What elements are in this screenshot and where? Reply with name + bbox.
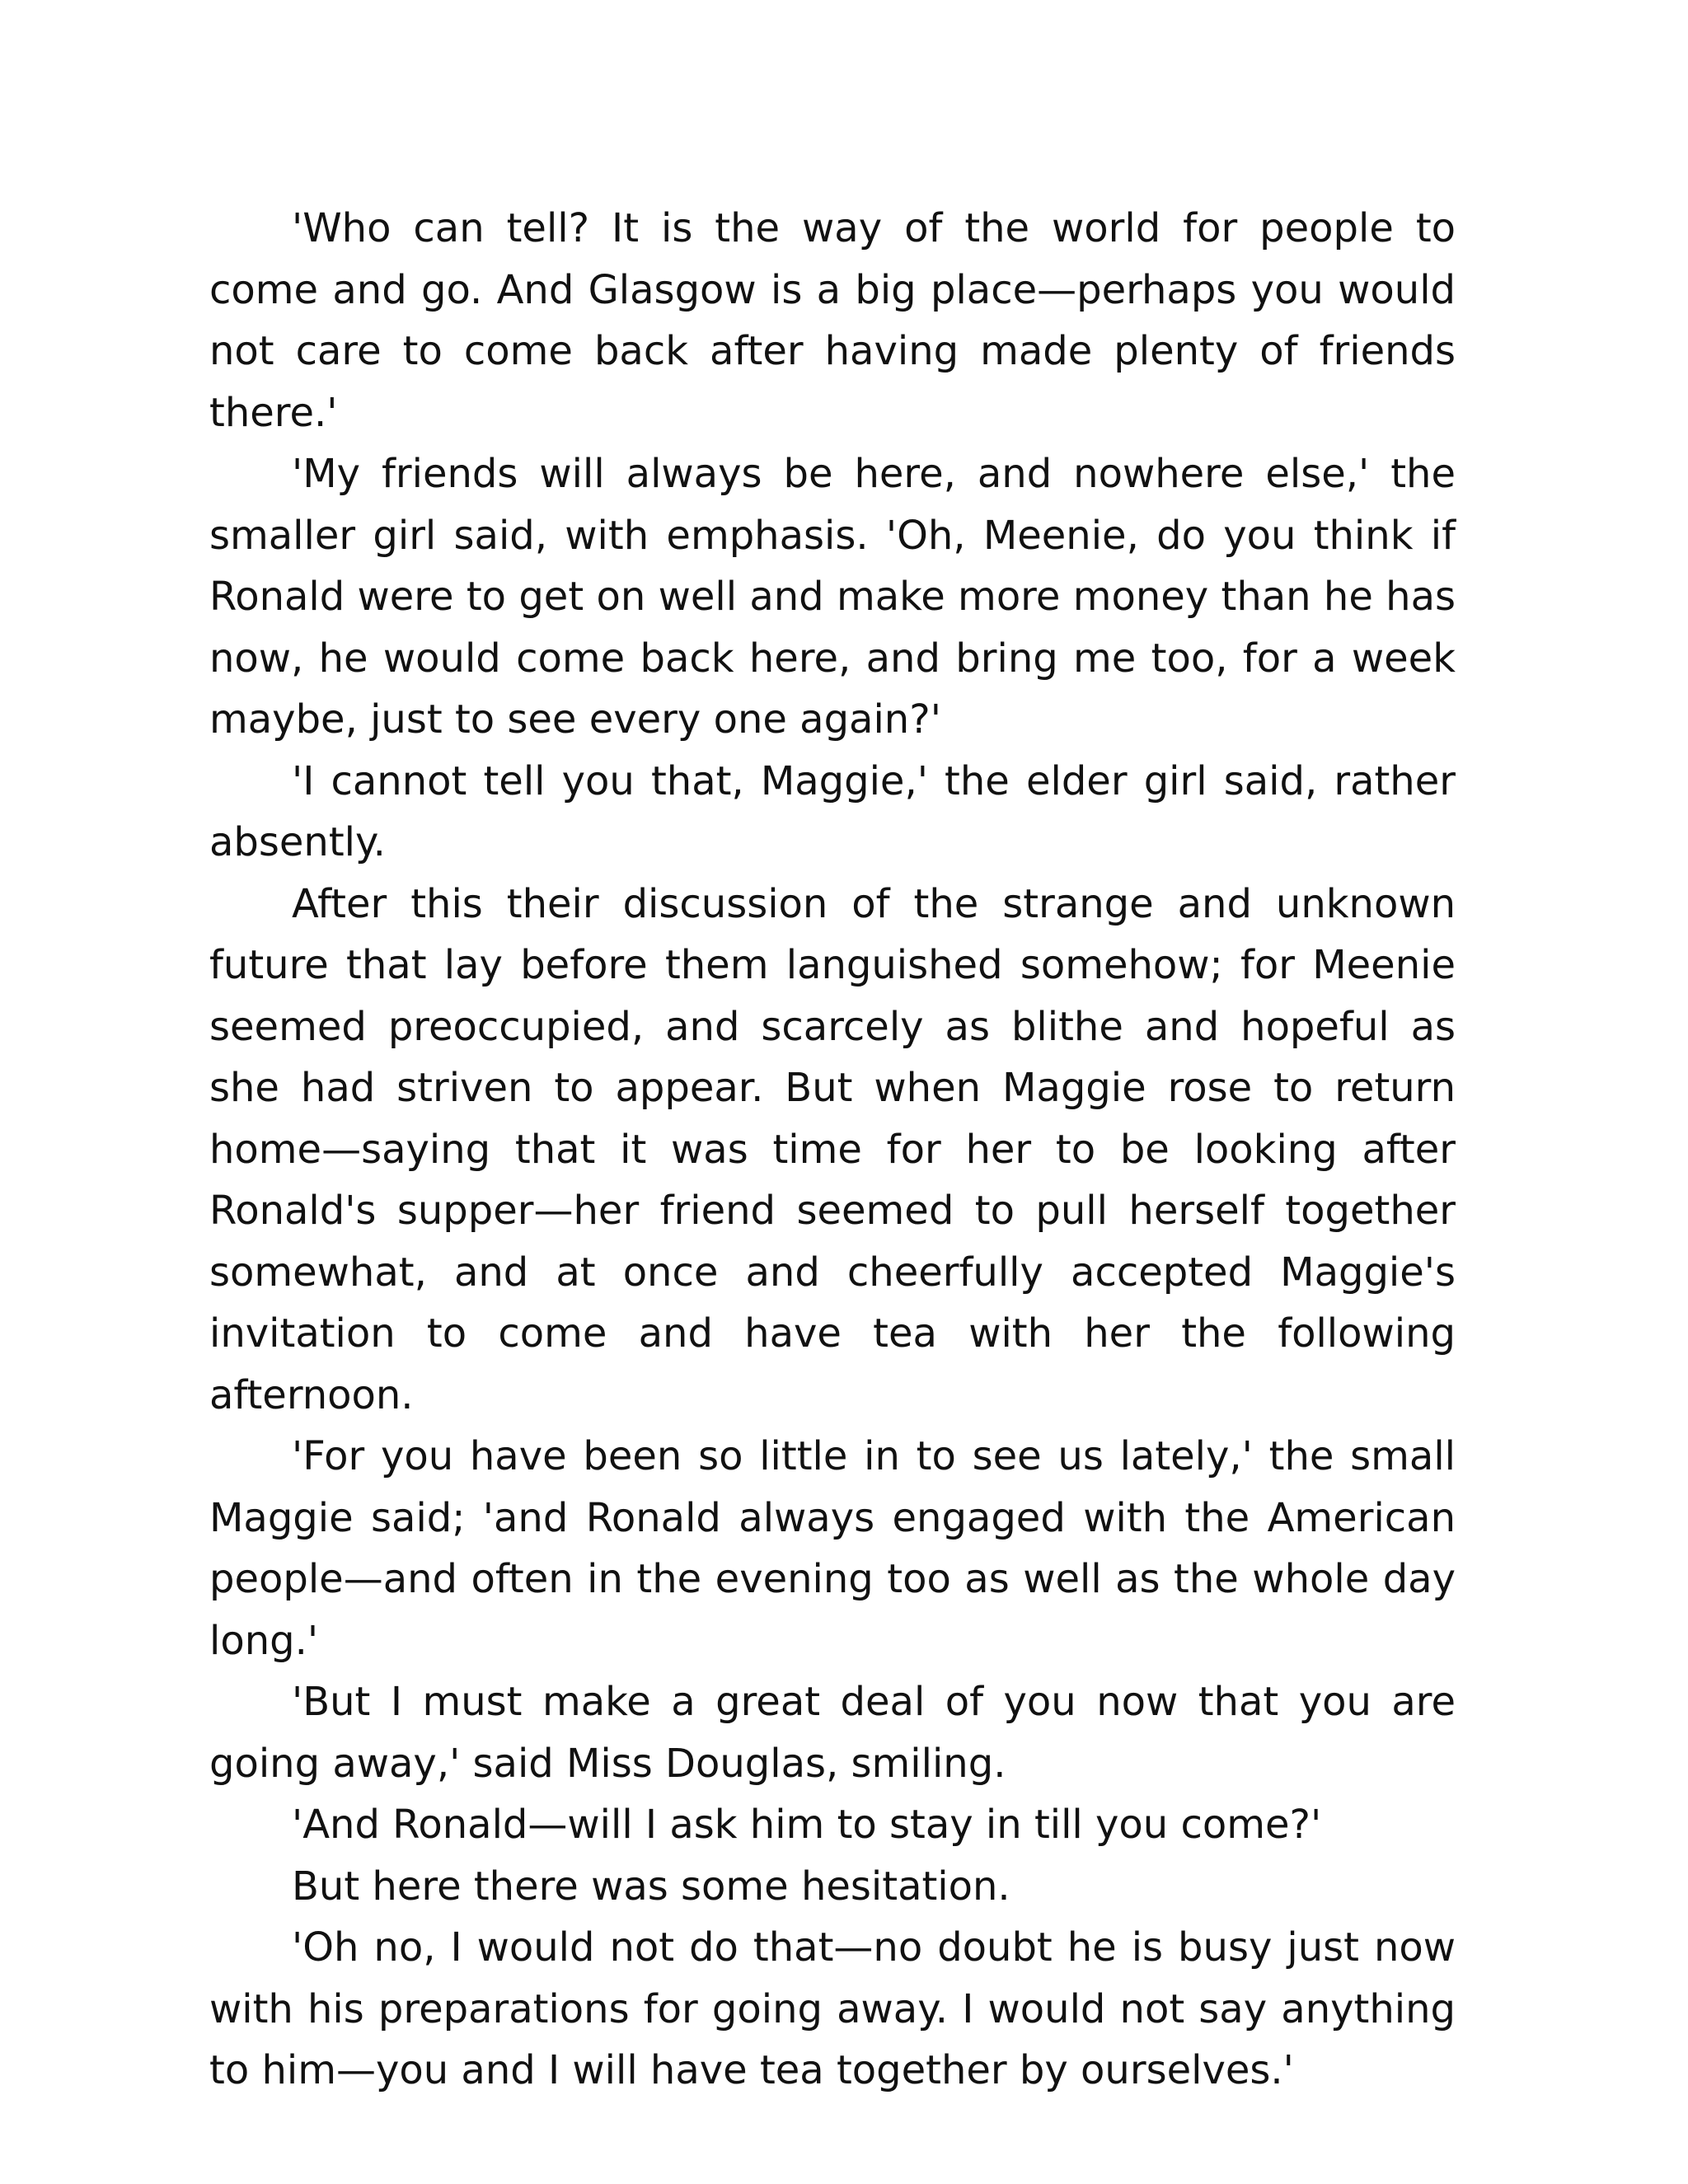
paragraph-2: 'My friends will always be here, and nowhere else,' the smaller girl said, with emphasis. 'Oh, Meenie, do you think if Ronald were to get on well and make more money than he has now, he would come back here, and bring me too, for a week maybe, just to see every one again?': [209, 451, 1456, 743]
paragraph-6: 'But I must make a great deal of you now that you are going away,' said Miss Douglas, smiling.: [209, 1679, 1456, 1787]
paragraph-4: After this their discussion of the strange and unknown future that lay before them languished somehow; for Meenie seemed preoccupied, and scarcely as blithe and hopeful as she had striven to appear. But when Maggie rose to return home—saying that it was time for her to be looking after Ronald's supper—her friend seemed to pull herself together somewhat, and at once and cheerfully accepted Maggie's invitation to come and have tea with her the following afternoon.: [209, 880, 1456, 1418]
paragraph-5: 'For you have been so little in to see us lately,' the small Maggie said; 'and Ronald always engaged with the American people—and often in the evening too as well as the whole day long.': [209, 1433, 1456, 1664]
paragraph-8: But here there was some hesitation.: [292, 1863, 1010, 1910]
paragraph-7: 'And Ronald—will I ask him to stay in till you come?': [292, 1802, 1322, 1848]
paragraph-9: 'Oh no, I would not do that—no doubt he is busy just now with his preparations for going away. I would not say anything to him—you and I will have tea together by ourselves.': [209, 1924, 1456, 2093]
book-page-text: [209, 198, 1456, 2102]
paragraph-1: 'Who can tell? It is the way of the world for people to come and go. And Glasgow is a big place—perhaps you would not care to come back after having made plenty of friends there.': [209, 205, 1456, 436]
paragraph-3: 'I cannot tell you that, Maggie,' the elder girl said, rather absently.: [209, 757, 1456, 865]
